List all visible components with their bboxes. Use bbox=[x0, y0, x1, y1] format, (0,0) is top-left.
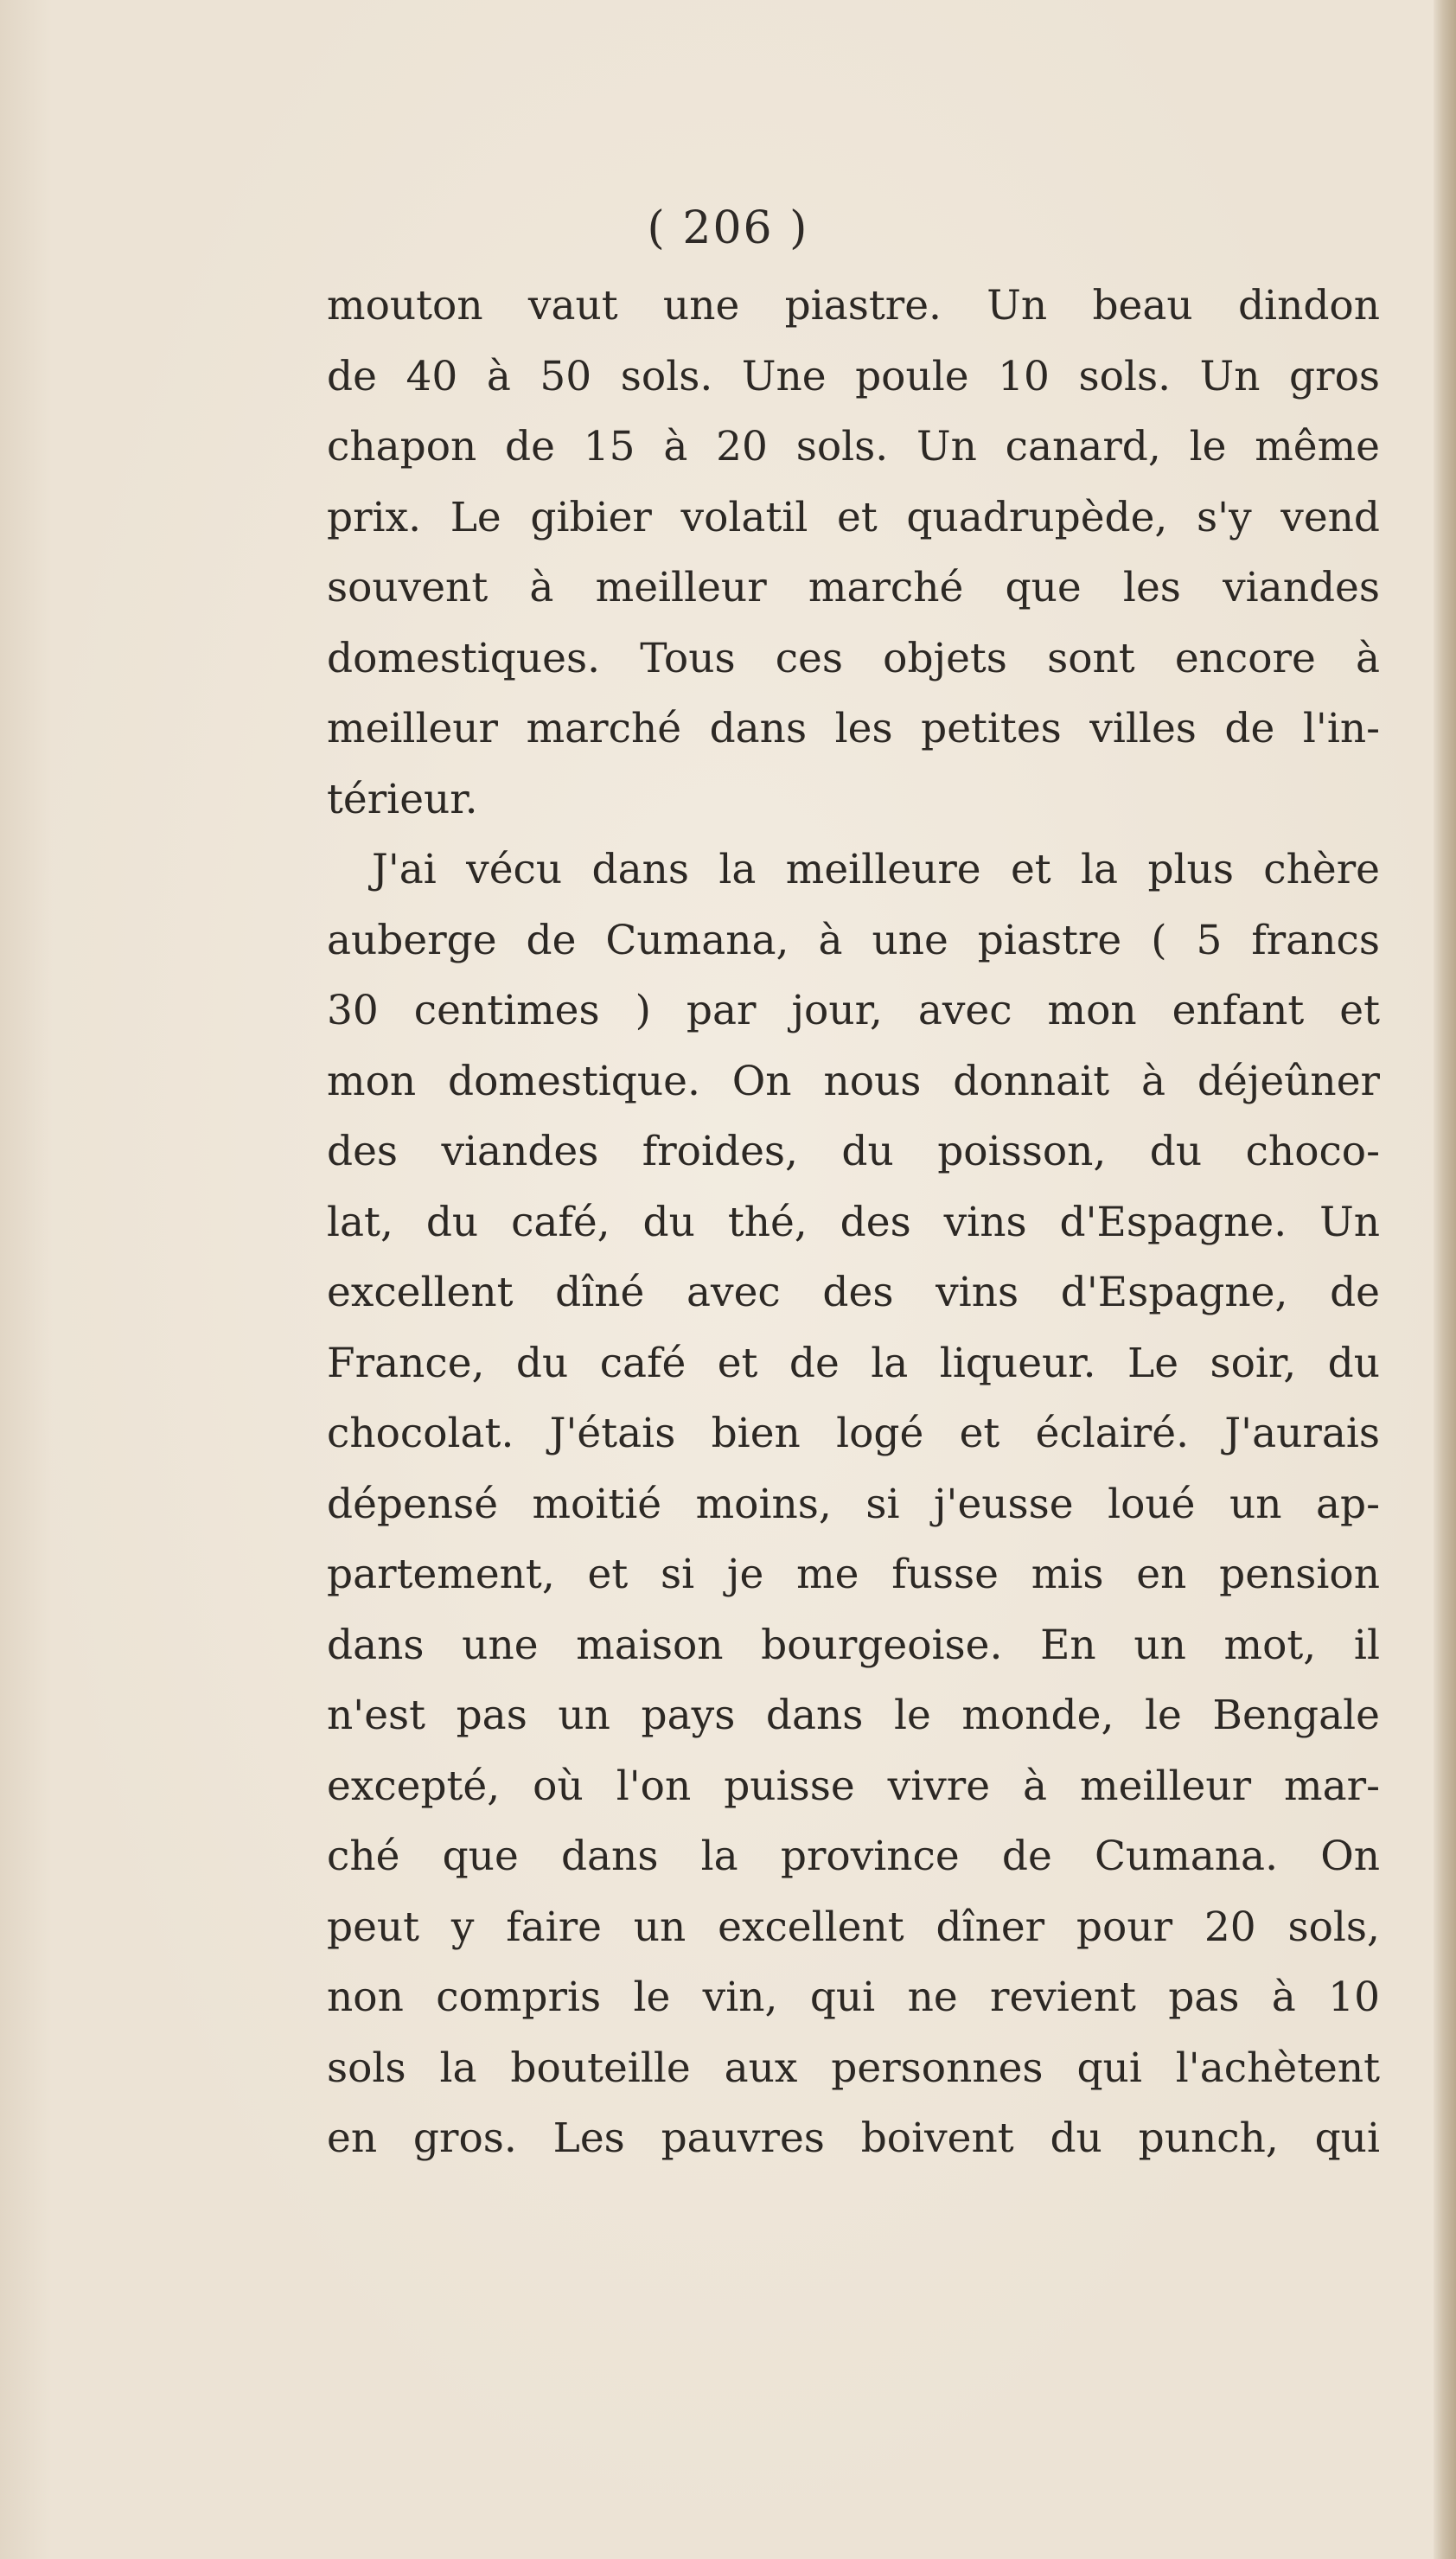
text-line: 30 centimes ) par jour, avec mon enfant et bbox=[327, 987, 1380, 1034]
text-line: partement, et si je me fusse mis en pension bbox=[327, 1551, 1380, 1598]
text-line: dépensé moitié moins, si j'eusse loué un ap- bbox=[327, 1480, 1380, 1528]
text-line: chocolat. J'étais bien logé et éclairé. J'aurais bbox=[327, 1410, 1380, 1457]
text-line: térieur. bbox=[327, 775, 478, 823]
text-line: excellent dîné avec des vins d'Espagne, de bbox=[327, 1269, 1380, 1316]
page-number: ( 206 ) bbox=[647, 202, 809, 254]
text-line: dans une maison bourgeoise. En un mot, il bbox=[327, 1621, 1380, 1669]
page-edge bbox=[1434, 0, 1456, 2559]
text-line: sols la bouteille aux personnes qui l'achètent bbox=[327, 2044, 1380, 2092]
text-line: domestiques. Tous ces objets sont encore à bbox=[327, 634, 1380, 682]
text-line: meilleur marché dans les petites villes de l'in- bbox=[327, 705, 1380, 752]
text-line: en gros. Les pauvres boivent du punch, qui bbox=[327, 2114, 1380, 2162]
text-line: mouton vaut une piastre. Un beau dindon bbox=[327, 282, 1380, 329]
text-line: souvent à meilleur marché que les viandes bbox=[327, 564, 1380, 611]
text-line: mon domestique. On nous donnait à déjeûner bbox=[327, 1057, 1380, 1105]
text-line: prix. Le gibier volatil et quadrupède, s'y vend bbox=[327, 493, 1380, 541]
text-line: J'ai vécu dans la meilleure et la plus chère bbox=[372, 846, 1380, 893]
text-line: peut y faire un excellent dîner pour 20 sols, bbox=[327, 1903, 1380, 1951]
text-line: lat, du café, du thé, des vins d'Espagne. Un bbox=[327, 1198, 1380, 1246]
text-line: chapon de 15 à 20 sols. Un canard, le même bbox=[327, 423, 1380, 470]
text-line: France, du café et de la liqueur. Le soir, du bbox=[327, 1339, 1380, 1387]
body-text bbox=[327, 271, 1380, 2174]
text-line: ché que dans la province de Cumana. On bbox=[327, 1833, 1380, 1880]
text-line: des viandes froides, du poisson, du choco- bbox=[327, 1128, 1380, 1175]
text-line: n'est pas un pays dans le monde, le Bengale bbox=[327, 1692, 1380, 1739]
text-line: non compris le vin, qui ne revient pas à 10 bbox=[327, 1974, 1380, 2021]
text-line: de 40 à 50 sols. Une poule 10 sols. Un gros bbox=[327, 352, 1380, 400]
text-line: auberge de Cumana, à une piastre ( 5 francs bbox=[327, 916, 1380, 964]
text-line: excepté, où l'on puisse vivre à meilleur mar- bbox=[327, 1762, 1380, 1810]
